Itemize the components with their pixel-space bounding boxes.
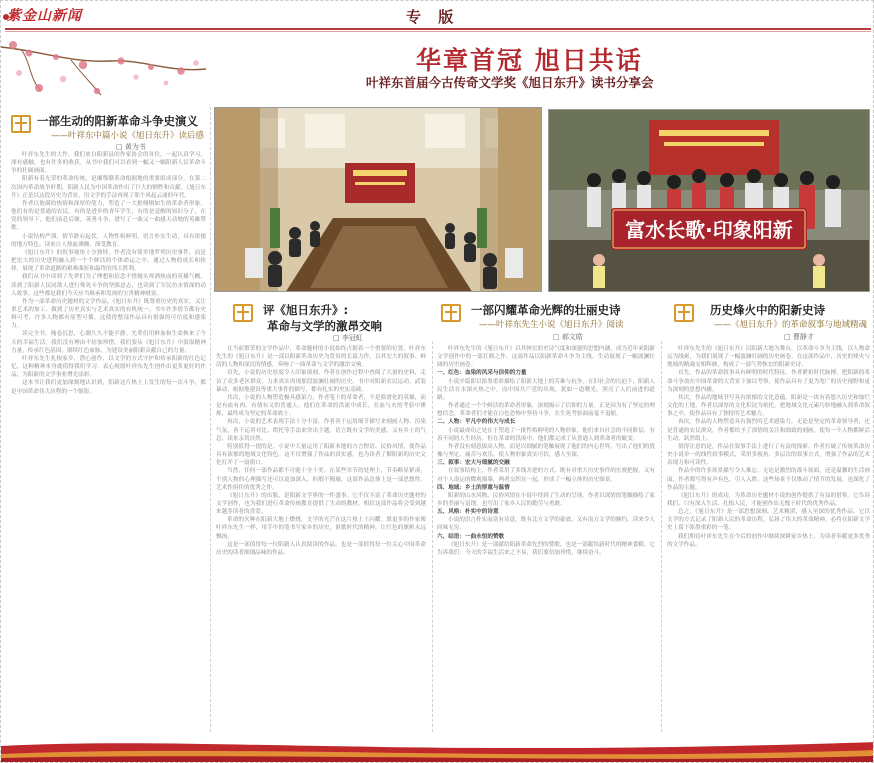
body-paragraph: 这本书让我们更加深刻地认识到，阳新这片热土上发生的每一次斗争，都是中国革命伟大历程的一个缩影。 xyxy=(11,380,206,395)
page-subtitle: 叶祥东首届今古传奇文学奖《旭日东升》读书分享会 xyxy=(366,75,654,90)
article-1-title: 一部生动的阳新革命斗争史演义 xyxy=(37,114,198,128)
book-icon xyxy=(233,304,253,322)
banner-text: 富水长歌·印象阳新 xyxy=(625,218,793,242)
section-subheading: 二、人物：平凡中的伟大与成长 xyxy=(437,419,516,426)
footer-wave-decoration xyxy=(1,736,874,763)
body-paragraph: 叶祥东先生的《旭日东升》以其恢宏的史诗气度和深邃的思想内涵，成为近年来阳新文学创作中的一部扛鼎之作。这部作品以阳新革命斗争为主线，生动展现了一幅波澜壮阔的历史画卷。 xyxy=(437,346,655,369)
body-paragraph: 特别值得一提的是，小说中大量运用了阳新本地的方言俚语、民俗风情，使作品具有浓郁的地域文化特色。这不仅增强了作品的真实感，也为读者了解阳新的历史文化打开了一扇窗口。 xyxy=(216,443,426,467)
article-1-subtitle: ——叶祥东中篇小说《旭日东升》读后感 xyxy=(51,131,205,141)
body-paragraph: 首先，作品的革命叙事具有鲜明的时代特征。作者紧扣时代脉搏，把阳新的革命斗争放在中国革命的大背景下加以考察，使作品具有了更为宽广的历史视野和更为深刻的思想内涵。 xyxy=(667,370,870,393)
body-paragraph: 《旭日东升》的叙事视角十分独特。作者没有简单地罗列历史事件，而是把宏大的历史进程融入到一个个鲜活的个体命运之中，通过人物的成长和抉择，展现了革命道路的艰难曲折和最终的伟大胜利。 xyxy=(11,249,206,273)
body-paragraph: 首先，小说的历史厚度令人印象深刻。作者在创作过程中查阅了大量的史料，走访了众多老区群众，力求真实再现那段波澜壮阔的历史。书中对阳新农民运动、武装暴动、根据地建设等重大事件的描写，都有扎实的史实基础。 xyxy=(216,370,426,393)
photo-group-banner xyxy=(548,109,870,292)
article-2-title: 评《旭日东升》: xyxy=(263,303,349,317)
book-icon xyxy=(11,115,31,133)
body-paragraph: 我们从书中读到了先辈们为了理想和信念不惜抛头颅洒热血的英雄气概，读到了阳新人民同敌人进行殊死斗争的坚强意志，也读到了军民鱼水情深的动人故事。这些都是我们今天应当继承和发扬的宝贵精神财富。 xyxy=(11,274,206,297)
column-divider xyxy=(210,107,211,732)
body-paragraph: 总之，《旭日东升》是一部思想深刻、艺术精湛、感人至深的优秀作品。它以文学的方式记录了阳新人民的革命历程，弘扬了伟大的革命精神，必将在阳新文学史上留下浓墨重彩的一笔。 xyxy=(667,509,870,532)
body-paragraph: 作者没有刻意拔高人物，而是以细腻的笔触展现了他们的内心世界，写出了他们的犹豫与坚定、痛苦与欢乐，使人物形象真实可信，感人至深。 xyxy=(437,443,655,459)
article-1-heading xyxy=(11,113,211,155)
body-paragraph: 值得注意的是，作品在叙事手法上进行了有益的探索。作者打破了传统革命历史小说单一的线性叙事模式，采用多视角、多层次的叙事方式，增强了作品的艺术表现力和可读性。 xyxy=(667,443,870,467)
body-paragraph: 《旭日东升》的成功，为革命历史题材小说的创作提供了有益的借鉴。它告诉我们，只有深入生活、扎根人民，才能创作出无愧于时代的优秀作品。 xyxy=(667,492,870,507)
body-paragraph: 小说的语言朴实而富有诗意，既有北方文学的豪放，又有南方文学的婉约，读来令人回味无穷。 xyxy=(437,517,655,532)
column-divider xyxy=(432,341,433,732)
body-paragraph: 在当前繁荣的文学作品中，革命题材的小说始终占据着一个重要的位置。叶祥东先生的《旭日东升》是一部以阳新革命历史为背景的长篇力作，以其宏大的叙事、鲜活的人物和深沉的情感，奏响了一曲革命与文学的激昂交响。 xyxy=(216,346,426,369)
article-4-subtitle: ——《旭日东升》的革命叙事与地域精魂 xyxy=(714,320,868,330)
section-subheading: 六、结语：一曲永恒的赞歌 xyxy=(437,533,505,540)
section-subheading: 一、红色：血染的风采与信仰的力量 xyxy=(437,370,527,377)
body-paragraph: 其次，小说的人物塑造极具感染力。作者笔下的革命者，不是脸谱化的英雄，而是有血有肉、有情有义的普通人。他们在革命的洪流中成长，在血与火的考验中锤炼，最终成为坚定的革命战士。 xyxy=(216,394,426,418)
page-main-title: 华章首冠 旭日共话 xyxy=(416,46,643,75)
article-2-subtitle: 革命与文学的激昂交响 xyxy=(267,319,382,333)
body-paragraph: 作者以饱满的热情和深厚的笔力，塑造了一大批栩栩如生的革命者形象。他们有的是普通的农民，有的是进步的青年学生，有的是觉醒的知识分子，在党的领导下，他们前赴后继，英勇斗争，谱写了一曲又一曲感天动地的英雄赞歌。 xyxy=(11,200,206,232)
article-2-body xyxy=(216,345,426,731)
body-paragraph: 作品中的许多场景描写令人难忘。无论是激烈的战斗场面，还是温馨的生活画面，作者都写得有声有色，引人入胜。这些场景不仅推动了情节的发展，也深化了作品的主题。 xyxy=(667,468,870,491)
book-icon xyxy=(441,304,461,322)
masthead-logo: 紫金山新闻 xyxy=(7,8,82,24)
article-4-title: 历史烽火中的阳新史诗 xyxy=(710,303,825,317)
article-3-subtitle: ——叶祥东先生小说《旭日东升》阅读 xyxy=(479,320,624,330)
body-paragraph: 小说结构严谨，情节跌宕起伏，人物性格鲜明，语言朴实生动，具有浓郁的地方特色。读来让人热血沸腾，深受教育。 xyxy=(11,233,206,248)
body-paragraph: 作为一部革命历史题材的文学作品，《旭日东升》既尊重历史的真实，又注重艺术的加工，做到了历史真实与艺术真实的有机统一。书中许多情节都有史料可考，许多人物都有原型可循，这使得整部作品具有很强的可信度和感染力。 xyxy=(11,298,206,330)
article-4-heading xyxy=(674,302,870,341)
body-paragraph: 叶祥东先生的大作，我们来自阳新县的作家协会的各位，一起认真学习，深有感触，也有许多的收获。从书中我们可以看到一幅又一幅阳新人民革命斗争的壮阔画面。 xyxy=(11,152,206,175)
article-3-heading xyxy=(441,302,651,341)
body-paragraph: 叶祥东先生的《旭日东升》以阳新大地为舞台，以革命斗争为主线，以人物命运为线索，为我们展现了一幅波澜壮阔的历史画卷。在这部作品中，历史的烽火与地域的精魂交相辉映，构成了一部气势恢宏的阳新史诗。 xyxy=(667,346,870,369)
body-paragraph: 再次，小说的艺术表现手法十分丰富。作者善于运用细节描写来刻画人物、渲染气氛，善于运用对比、烘托等手法来突出主题，语言既有文学的美感，又有乡土的气息，读来亲切自然。 xyxy=(216,419,426,442)
header-rule-thin xyxy=(5,31,871,32)
body-paragraph: 当然，任何一部作品都不可能十全十美。在某些章节的处理上，节奏略显紧凑，个别人物的心理描写还可以更加深入。但瑕不掩瑜，这部作品总体上是一部思想性、艺术性俱佳的优秀之作。 xyxy=(216,468,426,491)
article-1-author: □ 黄为书 xyxy=(116,143,146,151)
body-paragraph: 小说开篇即以浓墨重彩描绘了阳新大地上的苦难与抗争。在旧社会的压迫下，阳新人民生活在水深火热之中，而中国共产党的出现，犹如一道曙光，照亮了人们前进的道路。 xyxy=(437,378,655,401)
article-3-title: 一部闪耀革命光辉的壮丽史诗 xyxy=(471,303,621,317)
body-paragraph: 小说最成功之处在于塑造了一批性格鲜明的人物形象。他们来自社会的不同阶层，有着不同的人生经历，但在革命的洪流中，他们都完成了从普通人到革命者的蜕变。 xyxy=(437,427,655,442)
plum-blossom-decoration xyxy=(1,33,211,103)
body-paragraph: 革命的火种在阳新大地上燃烧，文学的光芒在这片热土上闪耀。愿更多的作家像叶祥东先生一样，用手中的笔书写家乡的历史，讴歌时代的精神，让红色的旗帜永远飘扬。 xyxy=(216,517,426,540)
body-paragraph: 这是一部值得每一位阳新人认真阅读的作品，也是一部值得每一位关心中国革命历史的读者细细品味的作品。 xyxy=(216,541,426,556)
article-4-body xyxy=(667,345,870,731)
section-subheading: 五、风格：朴实中的诗意 xyxy=(437,509,499,516)
body-paragraph: 其次，作品的地域书写具有浓郁的文化意蕴。阳新是一块有着悠久历史和灿烂文化的土地，作者以深厚的文化积淀为依托，把地域文化元素巧妙地融入到革命叙事之中，使作品具有了独特的艺术魅力。 xyxy=(667,394,870,418)
photo-meeting-room xyxy=(214,107,542,292)
body-paragraph: 《旭日东升》的出版，是阳新文学界的一件盛事。它不仅丰富了革命历史题材的文学创作，也为我们进行革命传统教育提供了生动的教材。相信这部作品将会受到越来越多读者的喜爱。 xyxy=(216,492,426,516)
body-paragraph: 再次，作品的人物塑造具有强烈的艺术感染力。无论是坚定的革命领导者，还是普通的农民群众，作者都给予了深情的关注和细致的刻画，使每一个人物都鲜活生动，跃然纸上。 xyxy=(667,419,870,442)
section-subheading: 四、地域：乡土的厚重与温情 xyxy=(437,484,510,491)
article-4-author: □ 曹静才 xyxy=(784,333,814,341)
article-3-body xyxy=(437,345,655,731)
body-paragraph: 阳新有着光荣的革命传统，是湘鄂赣革命根据地的重要组成部分，在第二次国内革命战争时期，阳新人民为中国革命作出了巨大的牺牲和贡献。《旭日东升》正是以这段历史为背景，用文学的手法再现了那个风起云涌的年代。 xyxy=(11,176,206,199)
article-2-heading xyxy=(233,302,423,342)
section-label: 专 版 xyxy=(406,8,460,26)
body-paragraph: 叶祥东先生扎根家乡，潜心创作，以文学的方式守护和传承阳新的红色记忆，这种精神本身就值得我们学习。衷心祝愿叶祥东先生创作出更多更好的作品，为阳新的文学事业增光添彩。 xyxy=(11,355,206,379)
body-paragraph: 读完全书，掩卷沉思，心潮久久不能平静。先辈们用鲜血和生命换来了今天的幸福生活，我们没有理由不倍加珍惜。我们要从《旭日东升》中汲取精神力量，传承红色基因，赓续红色血脉，为建设美丽阳新贡献自己的力量。 xyxy=(11,331,206,354)
section-subheading: 三、叙事：宏大与细腻的交融 xyxy=(437,460,510,467)
header-rule xyxy=(5,28,871,30)
body-paragraph: 《旭日东升》是一部献给阳新革命先烈的赞歌，也是一部献给新时代的精神食粮。它告诉我们：今天的幸福生活来之不易，我们要倍加珍惜，继续奋斗。 xyxy=(437,541,655,556)
article-3-author: □ 郝文皓 xyxy=(553,333,583,341)
page-header xyxy=(1,1,874,31)
column-divider xyxy=(661,341,662,732)
body-paragraph: 阳新的山水风物、民俗风情在小说中得到了生动的呈现。作者以深情的笔触描绘了家乡的美丽与富饶，也写出了家乡人民的勤劳与勇敢。 xyxy=(437,492,655,507)
body-paragraph: 我们期待叶祥东先生在今后的创作中继续深耕家乡热土，为读者奉献更多优秀的文学作品。 xyxy=(667,533,870,548)
article-2-author: □ 李冠虹 xyxy=(333,334,363,342)
body-paragraph: 作者通过一个个鲜活的革命者形象，深刻揭示了信仰的力量。正是因为有了坚定的理想信念，革命者们才能在白色恐怖中坚持斗争，在生死考验面前毫不退缩。 xyxy=(437,403,655,418)
body-paragraph: 在叙事结构上，作者采用了多线并进的方式，既有对重大历史事件的宏观把握，又有对个人命运的微观描摹，两者交织在一起，形成了一幅立体的历史图景。 xyxy=(437,468,655,483)
book-icon xyxy=(674,304,694,322)
article-1-body xyxy=(11,151,206,731)
